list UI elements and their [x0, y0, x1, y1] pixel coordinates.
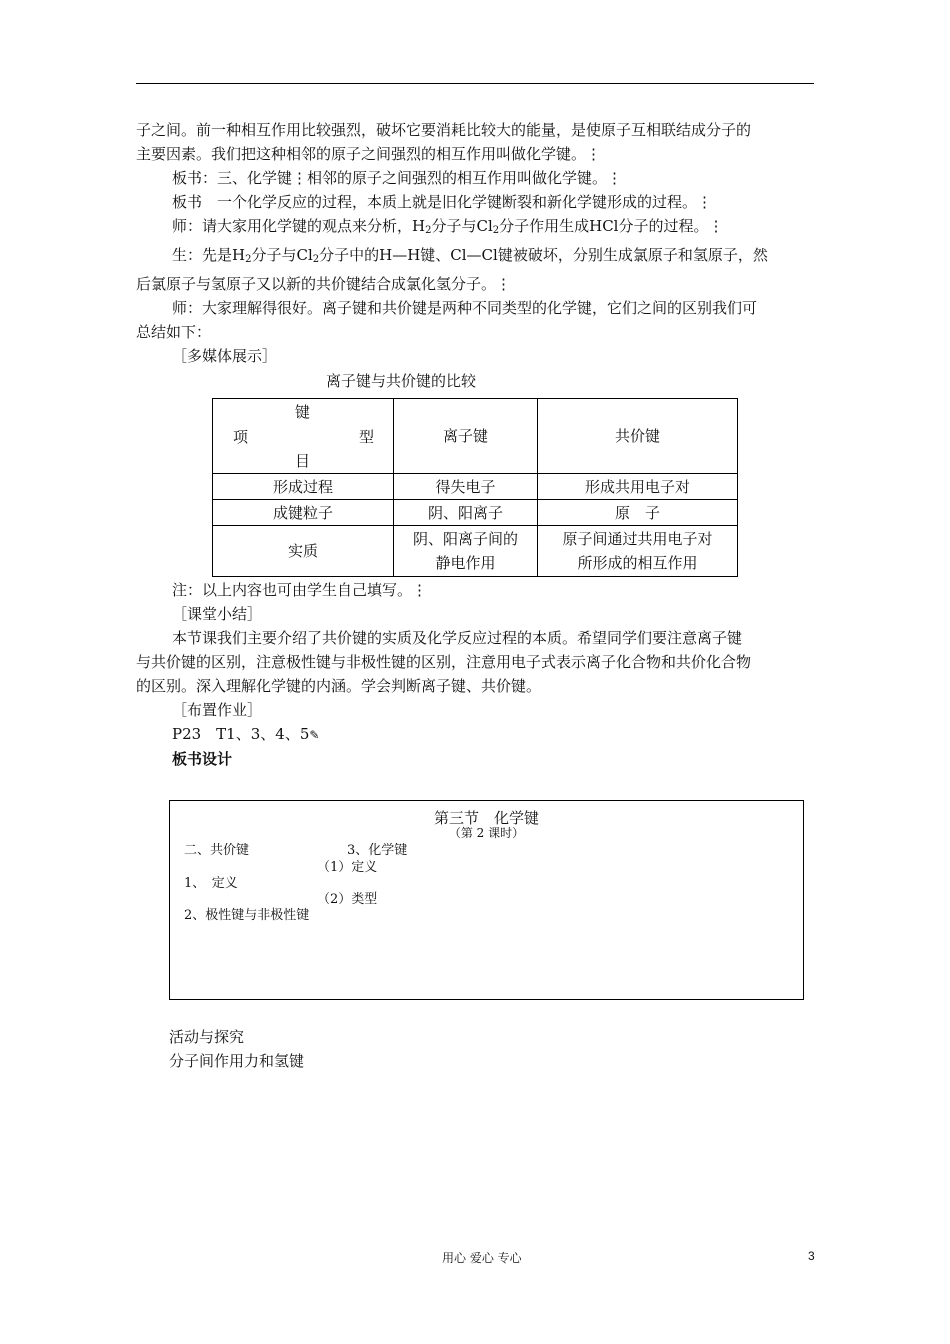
- homework: P23 T1、3、4、5✎: [172, 725, 320, 743]
- paragraph: 后氯原子与氢原子又以新的共价键结合成氯化氢分子。⋮: [136, 275, 512, 293]
- table-cell: 形成过程: [213, 474, 394, 500]
- after-table-text: [136, 578, 814, 771]
- board-item: 二、共价键: [184, 843, 250, 858]
- paragraph: 师：大家理解得很好。离子键和共价键是两种不同类型的化学键，它们之间的区别我们可: [172, 299, 758, 317]
- board-item: （1）定义: [317, 860, 378, 875]
- board-design-box: [169, 800, 804, 1000]
- table-cell: 原 子: [538, 500, 738, 526]
- table-title: 离子键与共价键的比较: [326, 372, 477, 390]
- table-cell: 阴、阳离子: [394, 500, 538, 526]
- media-heading: ［多媒体展示］: [172, 347, 278, 365]
- footer-motto: 用心 爱心 专心: [442, 1251, 522, 1265]
- corner-label: 目: [295, 452, 311, 470]
- board-item: 3、化学键: [347, 843, 408, 858]
- table-row: [213, 526, 738, 577]
- table-cell: 原子间通过共用电子对 所形成的相互作用: [538, 526, 738, 577]
- paragraph: 的区别。深入理解化学键的内涵。学会判断离子键、共价键。: [136, 677, 542, 695]
- paragraph: 板书：三、化学键⋮相邻的原子之间强烈的相互作用叫做化学键。⋮: [172, 169, 623, 187]
- page-number: 3: [808, 1249, 815, 1263]
- table-cell: 得失电子: [394, 474, 538, 500]
- paragraph: 师：请大家用化学键的观点来分析，$H_2$分子与$Cl_2$分子作用生成HCl分子的过程。⋮: [172, 217, 724, 236]
- paragraph: 生：先是$H_2$分子与$Cl_2$分子中的H—H键、Cl—Cl键被破坏，分别生成氯原子和氢原子，然: [172, 246, 768, 265]
- board-title: 第三节 化学键: [433, 809, 539, 827]
- column-header: 共价键: [538, 399, 738, 474]
- body-text: [136, 118, 814, 393]
- comparison-table: [212, 398, 738, 577]
- pencil-icon: ✎: [309, 728, 320, 742]
- paragraph: 与共价键的区别，注意极性键与非极性键的区别，注意用电子式表示离子化合物和共价化合物: [136, 653, 752, 671]
- note: 注：以上内容也可由学生自己填写。⋮: [172, 581, 428, 599]
- diagonal-header-cell: [213, 399, 394, 474]
- activity-title: 活动与探究: [169, 1028, 245, 1046]
- paragraph: 总结如下：: [136, 323, 212, 341]
- board-item: （2）类型: [317, 892, 378, 907]
- board-heading: 板书设计: [172, 750, 233, 768]
- corner-label: 型: [359, 428, 375, 446]
- homework-heading: ［布置作业］: [172, 701, 263, 719]
- column-header: 离子键: [394, 399, 538, 474]
- board-item: 1、 定义: [184, 876, 238, 891]
- paragraph: 本节课我们主要介绍了共价键的实质及化学反应过程的本质。希望同学们要注意离子键: [172, 629, 743, 647]
- table-row: [213, 500, 738, 526]
- table-header-row: [213, 399, 738, 474]
- table-cell: 实质: [213, 526, 394, 577]
- paragraph: 板书 一个化学反应的过程，本质上就是旧化学键断裂和新化学键形成的过程。⋮: [172, 193, 713, 211]
- table-cell: 形成共用电子对: [538, 474, 738, 500]
- table-cell: 阴、阳离子间的 静电作用: [394, 526, 538, 577]
- paragraph: 子之间。前一种相互作用比较强烈，破坏它要消耗比较大的能量，是使原子互相联结成分子的: [136, 121, 752, 139]
- activity-subtitle: 分子间作用力和氢键: [169, 1052, 305, 1070]
- board-subtitle: （第 2 课时）: [448, 826, 525, 840]
- summary-heading: ［课堂小结］: [172, 605, 263, 623]
- activity-section: [169, 1025, 304, 1073]
- corner-label: 键: [295, 403, 311, 421]
- board-item: 2、极性键与非极性键: [184, 908, 310, 923]
- paragraph: 主要因素。我们把这种相邻的原子之间强烈的相互作用叫做化学键。⋮: [136, 145, 602, 163]
- table-row: [213, 474, 738, 500]
- table-cell: 成键粒子: [213, 500, 394, 526]
- corner-label: 项: [233, 428, 249, 446]
- header-rule: [136, 83, 814, 84]
